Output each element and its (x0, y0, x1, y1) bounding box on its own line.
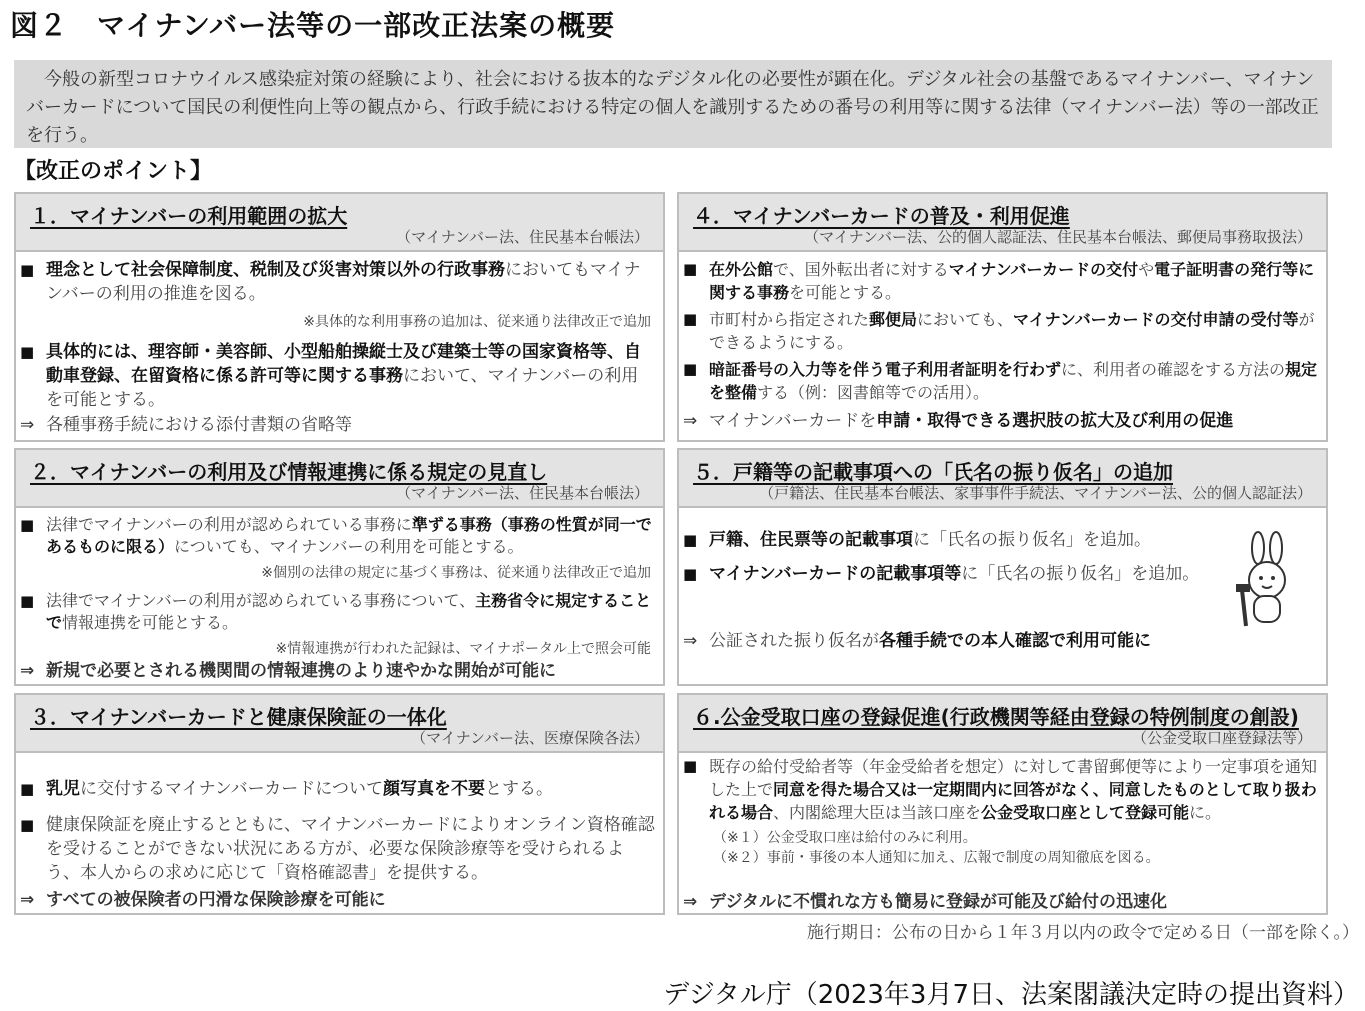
bullet-item: ■ 理念として社会保障制度、税制及び災害対策以外の行政事務においてもマイナンバーの利用の推進を図る。 (46, 258, 655, 306)
result-arrow-text: ⇒ デジタルに不慣れな方も簡易に登録が可能及び給付の迅速化 (683, 891, 1322, 913)
bullet-item: ■ 具体的には、理容師・美容師、小型船舶操縦士及び建築士等の国家資格等、自動車登録、在留資格に係る許可等に関する事務において、マイナンバーの利用を可能とする。 (46, 340, 655, 412)
box-law: （戸籍法、住民基本台帳法、家事事件手続法、マイナンバー法、公的個人認証法） (759, 484, 1312, 502)
source-caption: デジタル庁（2023年3月7日、法案閣議決定時の提出資料） (663, 980, 1359, 1010)
footnote-text: （※２）事前・事後の本人通知に加え、広報で制度の周知徹底を図る。 (713, 850, 1160, 866)
box-law: （マイナンバー法、医療保険各法） (411, 729, 649, 747)
note-text: ※具体的な利用事務の追加は、従来通り法律改正で追加 (303, 314, 651, 330)
box-title: ６.公金受取口座の登録促進(行政機関等経由登録の特例制度の創設) (693, 705, 1299, 729)
bullet-item: ■ 市町村から指定された郵便局においても、マイナンバーカードの交付申請の受付等ができるようにする。 (709, 308, 1318, 354)
box-title: １．マイナンバーの利用範囲の拡大 (30, 204, 348, 228)
mynaan-rabbit-mascot-icon (1232, 530, 1302, 630)
box-law: （公金受取口座登録法等） (1131, 729, 1312, 747)
box-title: ２．マイナンバーの利用及び情報連携に係る規定の見直し (30, 460, 548, 484)
note-text: ※個別の法律の規定に基づく事務は、従来通り法律改正で追加 (261, 565, 651, 581)
bullet-item: ■ マイナンバーカードの記載事項等に「氏名の振り仮名」を追加。 (709, 562, 1318, 586)
box-body (679, 252, 1326, 404)
figure-title: 図２ マイナンバー法等の一部改正法案の概要 (10, 9, 616, 42)
box-usage-expansion (14, 192, 665, 442)
note-text: ※情報連携が行われた記録は、マイナポータル上で照会可能 (275, 641, 651, 657)
box-header (16, 450, 663, 508)
bullet-item: ■ 在外公館で、国外転出者に対するマイナンバーカードの交付や電子証明書の発行等に関する事務を可能とする。 (709, 258, 1318, 304)
effective-date-text: 施行期日：公布の日から１年３月以内の政令で定める日（一部を除く。） (806, 923, 1359, 943)
box-title: ４．マイナンバーカードの普及・利用促進 (693, 204, 1070, 228)
box-header (16, 695, 663, 753)
box-body (16, 508, 663, 660)
box-header (16, 194, 663, 252)
box-law: （マイナンバー法、住民基本台帳法） (396, 228, 649, 246)
bullet-item: ■ 戸籍、住民票等の記載事項に「氏名の振り仮名」を追加。 (709, 528, 1318, 552)
bullet-item: ■ 既存の給付受給者等（年金受給者を想定）に対して書留郵便等により一定事項を通知した上で同意を得た場合又は一定期間内に回答がなく、同意したものとして取り扱われる場合、内閣総理大臣は当該口座を公金受取口座として登録可能に。 (709, 755, 1318, 824)
box-header (679, 450, 1326, 508)
result-arrow-text: ⇒ すべての被保険者の円滑な保険診療を可能に (20, 889, 659, 911)
points-heading: 【改正のポイント】 (14, 159, 213, 184)
bullet-item: ■ 暗証番号の入力等を伴う電子利用者証明を行わずに、利用者の確認をする方法の規定を整備する（例：図書館等での活用）。 (709, 358, 1318, 404)
result-arrow-text: ⇒ マイナンバーカードを申請・取得できる選択肢の拡大及び利用の促進 (683, 410, 1322, 432)
footnote-text: （※１）公金受取口座は給付のみに利用。 (713, 830, 977, 846)
bullet-item: ■ 法律でマイナンバーの利用が認められている事務について、主務省令に規定することで情報連携を可能とする。 (46, 590, 655, 634)
summary-panel: 今般の新型コロナウイルス感染症対策の経験により、社会における抜本的なデジタル化の必要性が顕在化。デジタル社会の基盤であるマイナンバー、マイナンバーカードについて国民の利便性向上等の観点から、行政手続における特定の個人を識別するための番号の利用等に関する法律（マイナンバー法）等の一部改正を行う。 (14, 60, 1332, 148)
bullet-item: ■ 乳児に交付するマイナンバーカードについて顔写真を不要とする。 (46, 777, 655, 801)
result-arrow-text: ⇒ 各種事務手続における添付書類の省略等 (20, 414, 659, 436)
box-health-insurance (14, 693, 665, 915)
bullet-item: ■ 健康保険証を廃止するとともに、マイナンバーカードによりオンライン資格確認を受けることができない状況にある方が、必要な保険診療等を受けられるよう、本人からの求めに応じて「資格確認書」を提供する。 (46, 813, 655, 885)
box-linkage-review (14, 448, 665, 686)
box-law: （マイナンバー法、住民基本台帳法） (396, 484, 649, 502)
box-card-promotion (677, 192, 1328, 442)
box-body (679, 508, 1326, 586)
box-body (679, 753, 1326, 868)
box-title: ５．戸籍等の記載事項への「氏名の振り仮名」の追加 (693, 460, 1173, 484)
box-law: （マイナンバー法、公的個人認証法、住民基本台帳法、郵便局事務取扱法） (804, 228, 1312, 246)
box-body (16, 753, 663, 885)
result-arrow-text: ⇒ 公証された振り仮名が各種手続での本人確認で利用可能に (683, 630, 1322, 652)
result-arrow-text: ⇒ 新規で必要とされる機関間の情報連携のより速やかな開始が可能に (20, 660, 659, 682)
box-public-account (677, 693, 1328, 915)
box-title: ３．マイナンバーカードと健康保険証の一体化 (30, 705, 447, 729)
bullet-item: ■ 法律でマイナンバーの利用が認められている事務に準ずる事務（事務の性質が同一であるものに限る）についても、マイナンバーの利用を可能とする。 (46, 514, 655, 558)
box-body (16, 252, 663, 412)
box-header (679, 194, 1326, 252)
box-name-furigana (677, 448, 1328, 686)
box-header (679, 695, 1326, 753)
